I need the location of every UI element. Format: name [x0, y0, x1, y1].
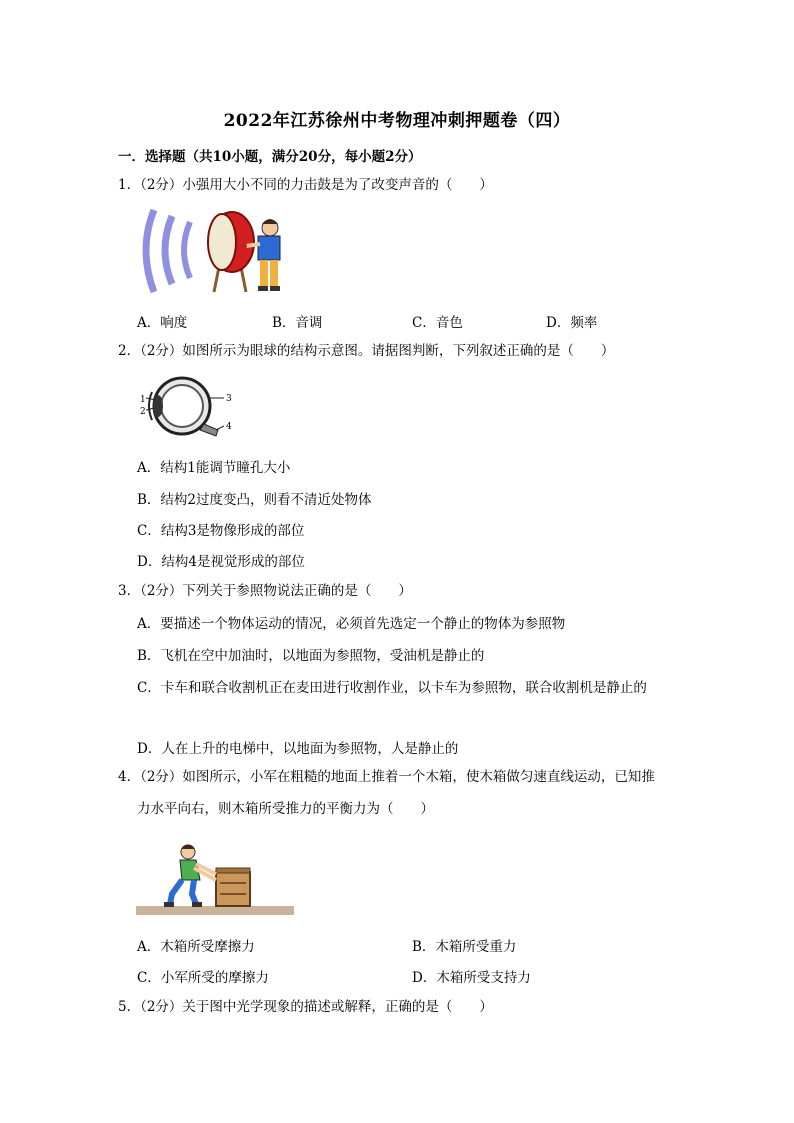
optic-nerve — [200, 424, 218, 436]
q4-option-d[interactable]: D．木箱所受支持力 — [412, 970, 531, 986]
q4-option-a[interactable]: A．木箱所受摩擦力 — [137, 939, 255, 955]
eye-label-1: 1 — [140, 395, 146, 405]
eye-label-4: 4 — [226, 422, 232, 432]
eye-label-2: 2 — [140, 407, 146, 417]
question-2-stem: 2．（2分）如图所示为眼球的结构示意图。请据图判断，下列叙述正确的是（ ） — [118, 343, 615, 359]
question-3-stem: 3．（2分）下列关于参照物说法正确的是（ ） — [118, 583, 412, 599]
q2-option-c[interactable]: C．结构3是物像形成的部位 — [137, 523, 305, 539]
q2-option-b[interactable]: B．结构2过度变凸，则看不清近处物体 — [137, 492, 372, 508]
eye-label-3: 3 — [226, 394, 232, 404]
ground — [136, 906, 294, 915]
wooden-box — [216, 872, 250, 906]
section-heading: 一．选择题（共10小题，满分20分，每小题2分） — [118, 149, 422, 165]
q3-option-a[interactable]: A．要描述一个物体运动的情况，必须首先选定一个静止的物体为参照物 — [137, 616, 566, 632]
question-5-stem: 5．（2分）关于图中光学现象的描述或解释，正确的是（ ） — [118, 999, 493, 1015]
pushing-box-figure — [136, 834, 296, 918]
sound-wave — [184, 222, 190, 278]
question-1-stem: 1．（2分）小强用大小不同的力击鼓是为了改变声音的（ ） — [118, 177, 493, 193]
eye-diagram — [138, 372, 238, 440]
q1-option-a[interactable]: A．响度 — [137, 315, 188, 331]
q3-option-d[interactable]: D．人在上升的电梯中，以地面为参照物，人是静止的 — [137, 741, 459, 757]
lens — [153, 395, 163, 417]
drum-figure — [136, 200, 288, 298]
sound-wave — [165, 216, 172, 284]
eyeball-inner — [161, 385, 203, 427]
q4-option-b[interactable]: B．木箱所受重力 — [412, 939, 517, 955]
question-4-stem-line-1: 4．（2分）如图所示，小军在粗糙的地面上推着一个木箱，使木箱做匀速直线运动，已知推 — [118, 769, 655, 785]
question-4-stem-line-2: 力水平向右，则木箱所受推力的平衡力为（ ） — [137, 801, 434, 817]
q1-option-d[interactable]: D．频率 — [546, 315, 598, 331]
sound-wave — [146, 210, 154, 292]
q4-option-c[interactable]: C．小军所受的摩擦力 — [137, 970, 269, 986]
drum-head — [208, 214, 236, 270]
q3-option-b[interactable]: B．飞机在空中加油时，以地面为参照物，受油机是静止的 — [137, 648, 485, 664]
q2-option-a[interactable]: A．结构1能调节瞳孔大小 — [137, 460, 291, 476]
q1-option-c[interactable]: C．音色 — [412, 315, 463, 331]
q3-option-c[interactable]: C．卡车和联合收割机正在麦田进行收割作业，以卡车为参照物，联合收割机是静止的 — [137, 680, 647, 696]
q1-option-b[interactable]: B．音调 — [272, 315, 323, 331]
boy-shirt — [258, 236, 280, 260]
page-title: 2022年江苏徐州中考物理冲刺押题卷（四） — [223, 111, 571, 131]
q2-option-d[interactable]: D．结构4是视觉形成的部位 — [137, 554, 305, 570]
